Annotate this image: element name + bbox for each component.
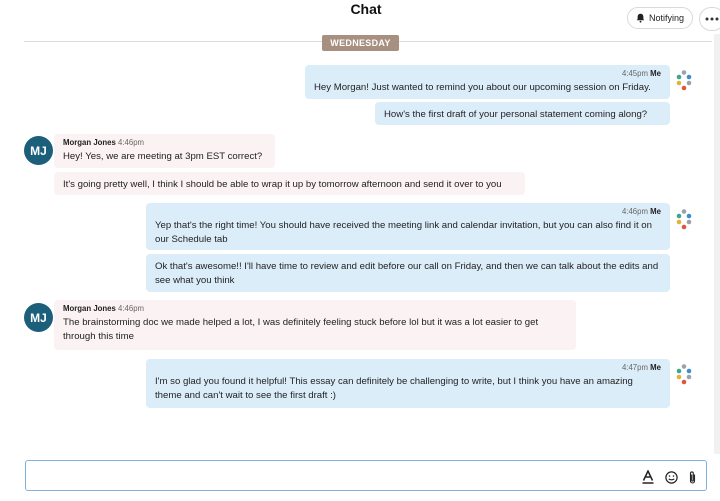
message-meta <box>63 304 567 314</box>
message-input[interactable] <box>34 467 634 485</box>
notifying-button[interactable] <box>627 7 693 29</box>
message-bubble <box>305 65 670 99</box>
notifying-label: Notifying <box>649 13 685 23</box>
message-text: How's the first draft of your personal statement coming along? <box>384 109 648 120</box>
page-title: Chat <box>350 1 382 17</box>
scrollbar[interactable] <box>714 34 720 454</box>
message-sender: Me <box>650 69 661 78</box>
day-separator: WEDNESDAY <box>322 35 399 51</box>
message-meta <box>155 363 661 373</box>
attach-button[interactable] <box>684 469 700 485</box>
message-bubble <box>146 254 670 292</box>
bell-icon <box>636 13 645 23</box>
paperclip-icon <box>688 470 697 485</box>
message-sender: Morgan Jones <box>63 138 116 147</box>
avatar: MJ <box>24 303 53 332</box>
message-bubble <box>54 172 525 195</box>
message-time: 4:46pm <box>118 304 145 313</box>
message-bubble <box>54 300 576 350</box>
message-composer <box>25 460 707 491</box>
message-time: 4:47pm <box>621 363 648 372</box>
message-bubble <box>54 134 275 168</box>
message-meta <box>314 69 661 79</box>
colored-dots-icon <box>672 363 696 387</box>
message-sender: Morgan Jones <box>63 304 116 313</box>
message-text: It's going pretty well, I think I should be able to wrap it up by tomorrow afternoon and send it over to you <box>63 179 502 190</box>
colored-dots-icon <box>672 69 696 93</box>
message-sender: Me <box>650 363 661 372</box>
message-bubble <box>146 359 670 408</box>
message-text: Ok that's awesome!! I'll have time to review and edit before our call on Friday, and then we can talk about the edits and see what you think <box>155 261 659 286</box>
message-time: 4:46pm <box>118 138 145 147</box>
colored-dots-icon <box>672 208 696 232</box>
message-text: Hey! Yes, we are meeting at 3pm EST correct? <box>63 151 263 162</box>
message-time: 4:45pm <box>621 69 648 78</box>
message-text: I'm so glad you found it helpful! This essay can definitely be challenging to write, but I think you have an amazing theme and can't wait to see the first draft :) <box>155 376 633 401</box>
message-text: Hey Morgan! Just wanted to remind you about our upcoming session on Friday. <box>314 82 651 93</box>
message-meta <box>63 138 266 148</box>
message-time: 4:46pm <box>621 207 648 216</box>
message-meta <box>155 207 661 217</box>
avatar: MJ <box>24 136 53 165</box>
emoji-button[interactable] <box>663 469 679 485</box>
message-text: The brainstorming doc we made helped a lot, I was definitely feeling stuck before lol but it was a lot easier to get through this time <box>63 317 539 342</box>
format-button[interactable] <box>640 469 656 485</box>
text-format-icon <box>642 470 654 484</box>
more-horizontal-icon <box>705 17 719 21</box>
message-sender: Me <box>650 207 661 216</box>
message-bubble <box>375 102 670 125</box>
emoji-icon <box>665 471 678 484</box>
more-options-button[interactable] <box>699 7 720 31</box>
message-bubble <box>146 203 670 250</box>
message-text: Yep that's the right time! You should have received the meeting link and calendar invitation, but you can also find it on our Schedule tab <box>155 220 652 245</box>
